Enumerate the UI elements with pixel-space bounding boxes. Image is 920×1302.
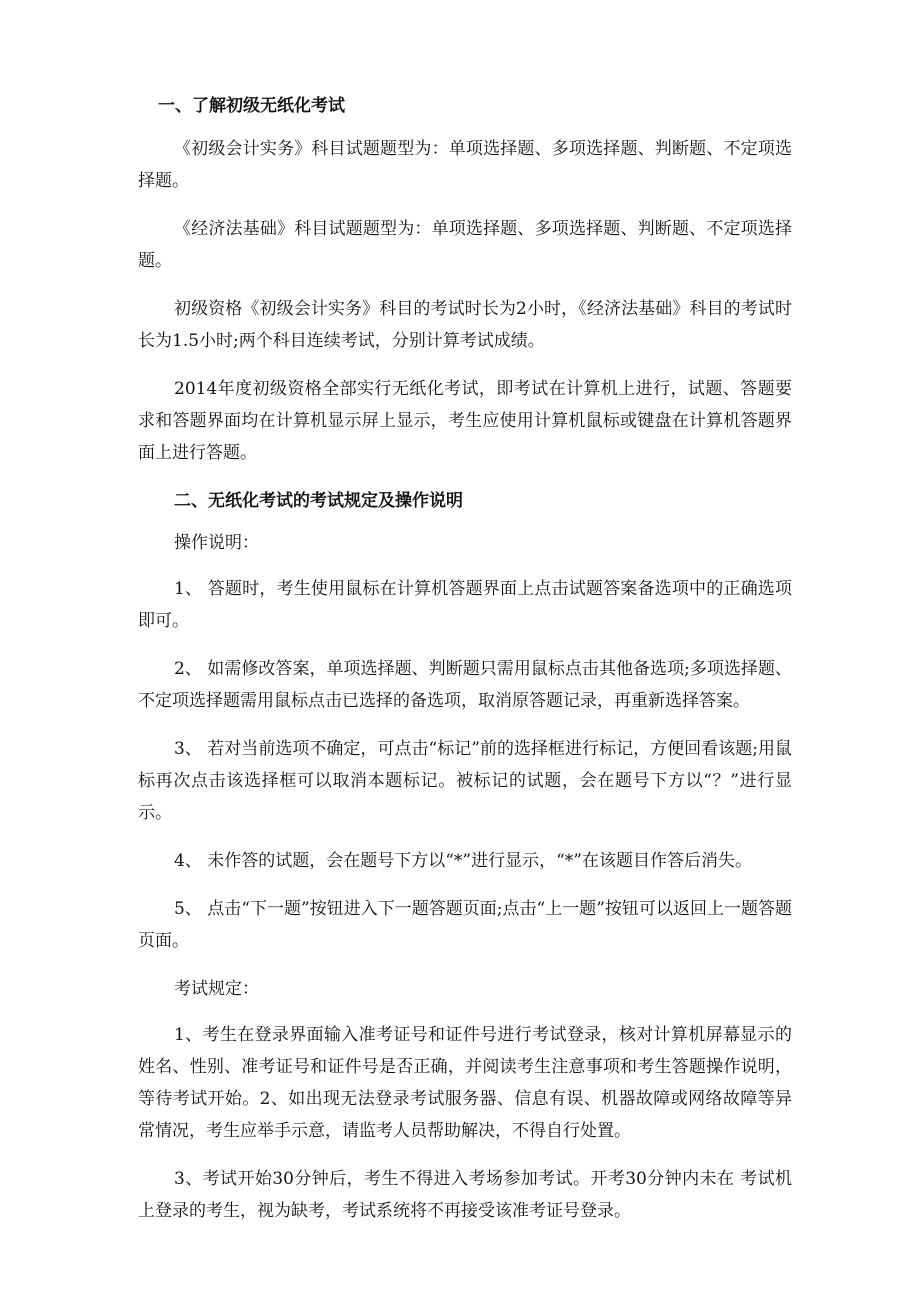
operations-label: 操作说明：	[174, 533, 259, 553]
section-heading-1: 一、了解初级无纸化考试	[158, 96, 345, 116]
paragraph-exam-types-accounting: 《初级会计实务》科目试题题型为：单项选择题、多项选择题、判断题、不定项选择题。	[138, 139, 792, 191]
document-page	[138, 86, 792, 1243]
operation-item: 2、 如需修改答案，单项选择题、判断题只需用鼠标点击其他备选项;多项选择题、不定项选择题需用鼠标点击已选择的备选项，取消原答题记录，再重新选择答案。	[138, 659, 792, 711]
operation-item: 1、 答题时，考生使用鼠标在计算机答题界面上点击试题答案备选项中的正确选项即可。	[138, 579, 792, 631]
operation-item: 4、 未作答的试题，会在题号下方以“*”进行显示，“*”在该题目作答后消失。	[174, 851, 752, 871]
paragraph-exam-types-law: 《经济法基础》科目试题题型为：单项选择题、多项选择题、判断题、不定项选择题。	[138, 219, 792, 271]
operation-item: 5、 点击“下一题”按钮进入下一题答题页面;点击“上一题”按钮可以返回上一题答题页面。	[138, 899, 792, 951]
section-heading-2: 二、无纸化考试的考试规定及操作说明	[174, 491, 463, 511]
rule-item: 1、考生在登录界面输入准考证号和证件号进行考试登录，核对计算机屏幕显示的姓名、性别、准考证号和证件号是否正确，并阅读考生注意事项和考生答题操作说明，等待考试开始。2、如出现无法登录考试服务器、信息有误、机器故障或网络故障等异常情况，考生应举手示意，请监考人员帮助解决，不得自行处置。	[138, 1025, 792, 1141]
operation-item: 3、 若对当前选项不确定，可点击“标记”前的选择框进行标记，方便回看该题;用鼠标再次点击该选择框可以取消本题标记。被标记的试题，会在题号下方以“？”进行显示。	[138, 739, 792, 823]
paragraph-exam-duration: 初级资格《初级会计实务》科目的考试时长为2小时，《经济法基础》科目的考试时长为1.5小时;两个科目连续考试，分别计算考试成绩。	[138, 299, 792, 351]
rules-label: 考试规定：	[174, 979, 259, 999]
rule-item: 3、考试开始30分钟后，考生不得进入考场参加考试。开考30分钟内未在 考试机上登录的考生，视为缺考，考试系统将不再接受该准考证号登录。	[138, 1169, 792, 1221]
paragraph-paperless-exam: 2014年度初级资格全部实行无纸化考试，即考试在计算机上进行，试题、答题要求和答题界面均在计算机显示屏上显示，考生应使用计算机鼠标或键盘在计算机答题界面上进行答题。	[138, 379, 792, 463]
